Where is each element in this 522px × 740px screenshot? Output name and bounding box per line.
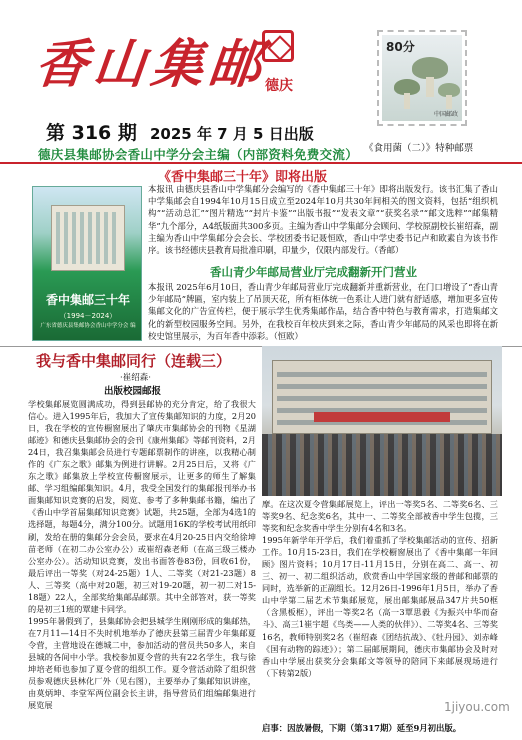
footer-notice: 启事：因放暑假，下期（第317期）延至9月初出版。 bbox=[262, 723, 462, 733]
serial-body-right: 摩。在这次夏令营集邮展览上，评出一等奖5名、二等奖6名、三等奖9名、纪念奖6名，其中一、二等奖全部被香中学生包揽，三等奖和纪念奖香中学生分别有4名和3名。 1995年新学年开学后，我们着重抓了学校集邮活动的宣传、招新工作。10月15-23日，我们在学校橱窗展出了《香中集邮一年回顾》图片资料；10月17日-11月15日，分别在高二、高一、初三、初一、初二组织活动，欣赏香山中学国家级的普邮和邮票的同时，选举新的正副组长。12月26日-1996年1月5日，举办了香山中学第二届艺术节集邮展览，展出邮集邮展品347片共50框（含黑板框），评出一等奖2名（高一3覃思毅《为振兴中华而奋斗》、高三1崔宇超《鸟类——人类的伙伴》）、二等奖4名、三等奖16名，教师特别奖2名（崔绍森《团结抗战》、《牡丹园》、刘赤峰《国有动物的踪迹》）；第二届邮展期间，德庆市集邮协会及时对香山中学展出获奖分会集邮文等领导的陪同下来邮展现场进行（下转第2版） bbox=[262, 499, 498, 678]
banner-illustration bbox=[314, 412, 450, 422]
article1-body: 本报讯 由德庆县香山中学集邮分会编写的《香中集邮三十年》即将出版发行。该书汇集了香山中学集邮会自1994年10月15日成立至2024年10月共30年间相关的图文资料，包括“组织机构”“活动总汇”“图片精选”“封片卡鉴”“出版书报”“发表文章”“获奖名录”“邮文选粹”“邮集精华”九个部分，A4纸版面共300多页。主编为香山中学集邮分会顾问、学校原副校长崔绍森，副主编为香山中学集邮分会会长、学校团委书记聂恒欧，香山中学史委书记卢和欧素自为该书作序。该书经德庆县教育局批准印刷，印量少，仅限内部发行。（香邮） bbox=[148, 184, 498, 256]
serial-author: ·崔绍森· bbox=[120, 373, 151, 383]
newspaper-title: 香山集邮 bbox=[32, 34, 271, 95]
mushroom-cap-icon bbox=[412, 57, 448, 79]
site-watermark: 1jiyou.com bbox=[444, 700, 510, 714]
stamp-denomination: 80分 bbox=[386, 40, 415, 54]
book-cover-image bbox=[32, 186, 142, 341]
stamp-artwork bbox=[382, 35, 462, 121]
red-seal-stamp-mark: 德庆 bbox=[265, 78, 293, 94]
issue-date: 2025 年 7 月 5 日出版 bbox=[149, 125, 314, 143]
issue-line bbox=[46, 118, 314, 145]
book-title: 香中集邮三十年 bbox=[45, 293, 130, 307]
book-publisher: 广东省德庆县集邮协会香山中学分会 编 bbox=[40, 323, 136, 329]
group-photo-image bbox=[262, 346, 502, 496]
school-building-illustration bbox=[51, 205, 125, 271]
stamp-caption: 《食用菌（二）》特种邮票 bbox=[364, 143, 474, 154]
serial-headline: 我与香中集邮同行（连载三） bbox=[36, 352, 232, 370]
divider bbox=[0, 162, 522, 164]
serial-body-left: 学校集邮展览圆满成功，得到县邮协的充分肯定，给了我很大信心。进入1995年后，我加大了宣传集邮知识的力度，2月20日，我在学校的宣传橱窗展出了肇庆市集邮协会的刊物《星湖邮迹》和德庆县集邮协会的会刊《康州集邮》等邮刊资料，2月24日，我召集集邮会员进行专题邮票制作的讲座，以我精心制作的《广东之歌》邮集为例进行讲解。2月25日后，又将《广东之歌》邮集放上学校宣传橱窗展示，让更多的师生了解集邮、学习组编邮集知识。4月，我受全国发行的集邮报刊举办书面集邮知识竞赛的启发，阅览、参考了多种集邮书籍，编出了《香山中学首届集邮知识竞赛》试题，共25题，全部为4选1的选择题，每题4分，满分100分。试题用16K的学校考试用纸印刷，发给在册的集邮分会会员，要求在4月20-25日内交给徐坤苗老师（在初二办公室办公）或崔绍森老师（在高三级三楼办公室办公）。活动知识竞赛，发出书面答卷83份，回收61份，最后评出一等奖（对24-25题）1人、二等奖（对21-23题）8人、三等奖（高中对20题，初三对19-20题，初一初二对15-18题）22人，全部奖给集邮品邮票。其中全部答对，获一等奖的是初三1班的覃建卡同学。 1995年暑假到了，县集邮协会把县城学生刚刚形成的集邮热，在7月11—14日不失时机地举办了德庆县第三届青少年集邮夏令营，主营地设在德城二中，参加活动的营员共50多人，来自县城的各间中小学。我校参加夏令营的共有22名学生，我与徐坤培老师也参加了夏令营的组织工作。夏令营活动除了组织营员参观德庆县林化厂外（见右图），主要举办了集邮知识讲座，由莫炳坤、李堂军两位副会长主讲，指导营员们组编邮集进行展览展 bbox=[28, 399, 256, 711]
crowd-illustration bbox=[262, 434, 502, 496]
philately-logo-icon bbox=[262, 30, 294, 62]
mushroom-stem-icon bbox=[446, 95, 452, 109]
postage-stamp-image bbox=[377, 30, 467, 126]
book-years: （1994－2024） bbox=[59, 312, 117, 320]
masthead bbox=[0, 0, 522, 162]
stamp-country: 中国邮政 bbox=[433, 111, 458, 118]
article1-headline: 《香中集邮三十年》即将出版 bbox=[158, 170, 328, 185]
serial-subhead: 出版校园邮报 bbox=[104, 386, 162, 397]
sponsor-line: 德庆县集邮协会香山中学分会主编（内部资料免费交流） bbox=[38, 147, 359, 162]
issue-number: 第 316 期 bbox=[46, 122, 137, 144]
mushroom-stem-icon bbox=[426, 77, 434, 97]
article2-headline: 香山青少年邮局营业厅完成翻新开门营业 bbox=[210, 265, 417, 279]
mushroom-stem-icon bbox=[404, 93, 410, 109]
article2-body: 本报讯 2025年6月10日，香山青少年邮局营业厅完成翻新并重新营业，在门口增设了“香山青少年邮局”牌匾，室内装上了吊顶天花，所有柜体统一色系让人进门就有舒适感，增加更多宣传集邮文化的广告宣传栏，便于展示学生优秀集邮作品，结合香中特色与教育需求，打造集邮文化的新型校园服务空间。另外，在我校百年校庆到来之际，香山青少年邮局的风采也即将在新校史馆里展示，为百年香中添彩。（恒欧） bbox=[148, 282, 498, 341]
building-illustration bbox=[272, 360, 492, 434]
